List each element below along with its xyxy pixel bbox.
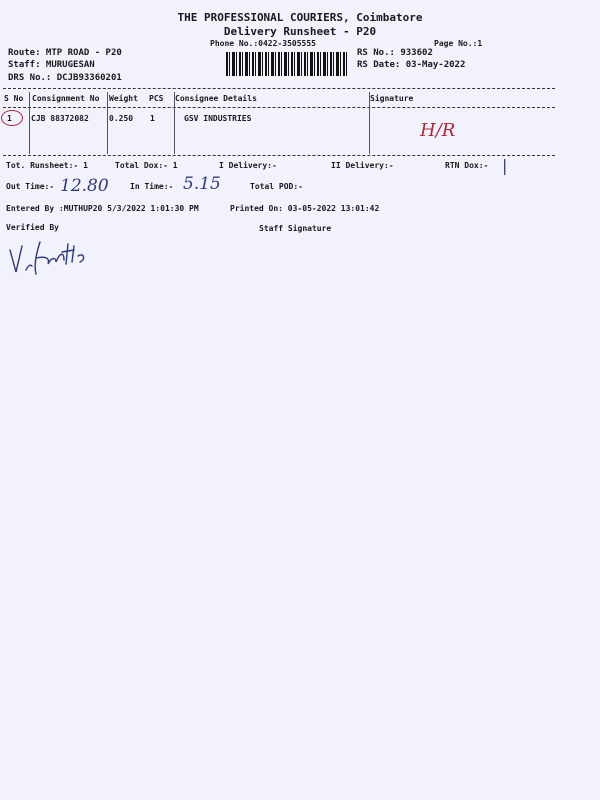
staff-signature-label: Staff Signature	[259, 224, 332, 233]
in-time-value: 5.15	[183, 174, 221, 194]
first-delivery: I Delivery:-	[219, 161, 277, 170]
col-header-sno: S No	[4, 94, 24, 103]
document-title: Delivery Runsheet - P20	[223, 25, 377, 38]
drs-number: DRS No.: DCJB93360201	[8, 73, 122, 83]
col-header-consignment: Consignment No	[32, 94, 100, 103]
verifier-signature	[6, 236, 90, 280]
rtn-dox: RTN Dox:-	[445, 161, 489, 170]
total-dox: Total Dox:- 1	[115, 161, 178, 170]
route: Route: MTP ROAD - P20	[8, 48, 122, 58]
row-sno: 1	[7, 114, 12, 123]
out-time-label: Out Time:-	[6, 182, 55, 191]
rs-number: RS No.: 933602	[357, 48, 433, 58]
table-bottom-rule	[3, 155, 555, 156]
staff: Staff: MURUGESAN	[8, 60, 95, 70]
second-delivery: II Delivery:-	[331, 161, 394, 170]
row-consignment: CJB 88372082	[31, 114, 89, 123]
page-number: Page No.:1	[434, 39, 483, 48]
row-consignee: GSV INDUSTRIES	[184, 114, 252, 123]
col-header-pcs: PCS	[149, 94, 164, 103]
row-pcs: 1	[150, 114, 155, 123]
circled-mark	[1, 110, 23, 126]
verified-by: Verified By	[6, 223, 59, 232]
rtn-dox-value: |	[502, 156, 508, 175]
total-pod: Total POD:-	[250, 182, 303, 191]
col-header-signature: Signature	[370, 94, 414, 103]
company-name: THE PROFESSIONAL COURIERS, Coimbatore	[177, 11, 423, 24]
printed-on: Printed On: 03-05-2022 13:01:42	[230, 204, 380, 213]
barcode	[226, 52, 348, 76]
col-header-consignee: Consignee Details	[175, 94, 257, 103]
total-runsheet: Tot. Runsheet:- 1	[6, 161, 88, 170]
out-time-value: 12.80	[60, 176, 109, 196]
rs-date: RS Date: 03-May-2022	[357, 60, 466, 70]
header-bottom-rule	[3, 107, 555, 108]
in-time-label: In Time:-	[130, 182, 174, 191]
row-signature: H/R	[420, 120, 456, 141]
phone-number: Phone No.:0422-3505555	[210, 39, 316, 48]
col-header-weight: Weight	[109, 94, 138, 103]
entered-by: Entered By :MUTHUP20 5/3/2022 1:01:30 PM	[6, 204, 199, 213]
table-top-rule	[3, 88, 555, 89]
row-weight: 0.250	[109, 114, 134, 123]
